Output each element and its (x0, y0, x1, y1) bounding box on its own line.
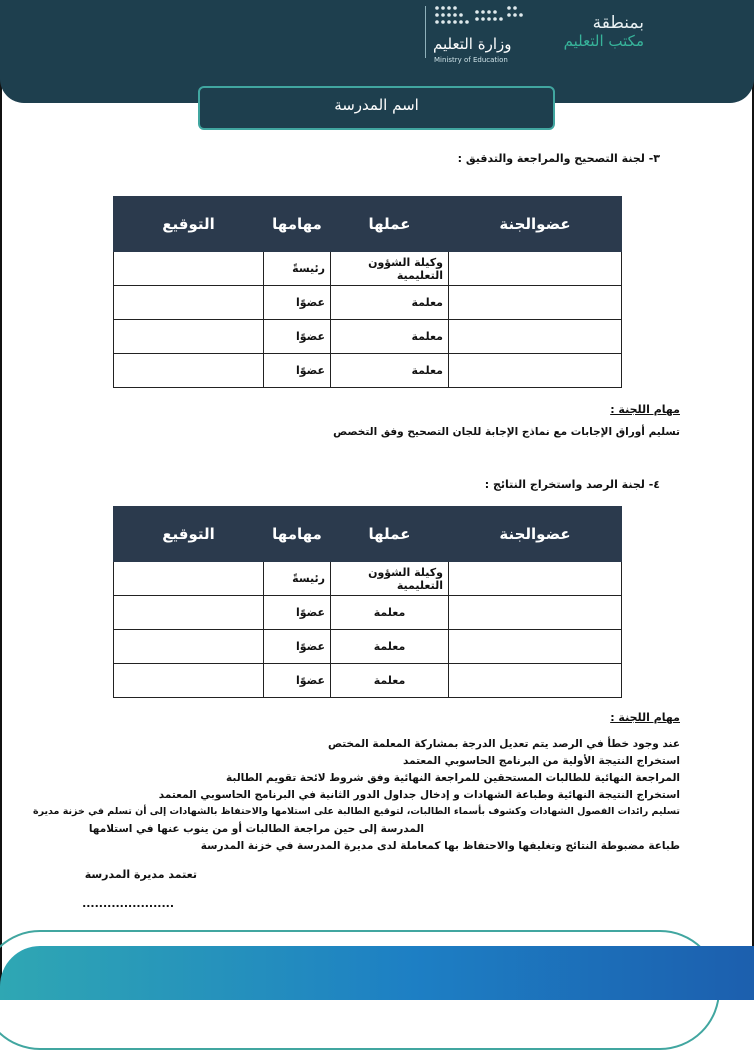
logo-separator (425, 6, 426, 58)
section-3-tasks-title: مهام اللجنة : (610, 403, 680, 416)
role-cell: رئيسةً (264, 562, 331, 596)
school-name-box (198, 86, 555, 130)
section-4-task-line: استخراج النتيجة النهائية وطباعة الشهادات و إدخال جداول الدور الثانية في البرنامج الحاسوبي المعتمد (158, 789, 680, 801)
education-office-label (564, 14, 644, 50)
role-cell: عضوًا (264, 354, 331, 388)
role-cell: عضوًا (264, 320, 331, 354)
ministry-name-arabic: وزارة التعليم (433, 35, 512, 53)
member-cell (449, 596, 622, 630)
table-row (114, 630, 622, 664)
job-cell: وكيلة الشؤون التعليمية (331, 562, 449, 596)
section-4-task-line: استخراج النتيجة الأولية من البرنامج الحاسوبي المعتمد (403, 755, 680, 767)
table-row (114, 596, 622, 630)
section-3-task-line: تسليم أوراق الإجابات مع نماذج الإجابة للجان التصحيح وفق التخصص (333, 426, 680, 438)
job-cell: وكيلة الشؤون التعليمية (331, 252, 449, 286)
table-header-row (114, 507, 622, 562)
region-label: بمنطقة (592, 13, 644, 33)
role-cell: عضوًا (264, 286, 331, 320)
job-cell: معلمة (331, 630, 449, 664)
role-cell: عضوًا (264, 664, 331, 698)
section-4-task-line: عند وجود خطأ في الرصد يتم تعديل الدرجة بمشاركة المعلمة المختص (327, 738, 680, 750)
school-name: اسم المدرسة (334, 96, 419, 114)
signature-cell (114, 354, 264, 388)
member-cell (449, 630, 622, 664)
member-cell (449, 562, 622, 596)
ministry-dots-logo-icon (433, 2, 533, 32)
job-cell: معلمة (331, 596, 449, 630)
job-cell: معلمة (331, 354, 449, 388)
table-row (114, 320, 622, 354)
signature-cell (114, 596, 264, 630)
signature-line: ...................... (82, 897, 174, 910)
member-cell (449, 286, 622, 320)
signature-cell (114, 630, 264, 664)
role-cell: عضوًا (264, 630, 331, 664)
signature-cell (114, 286, 264, 320)
section-4-task-line: المدرسة إلى حين مراجعة الطالبات أو من ينوب عنها في استلامها (88, 823, 424, 835)
role-cell: عضوًا (264, 596, 331, 630)
section-4-tasks-title: مهام اللجنة : (610, 711, 680, 724)
table-row (114, 664, 622, 698)
role-cell: رئيسةً (264, 252, 331, 286)
column-header-job: عملها (331, 197, 449, 252)
job-cell: معلمة (331, 664, 449, 698)
column-header-signature: التوقيع (114, 507, 264, 562)
ministry-logo (433, 2, 533, 68)
member-cell (449, 252, 622, 286)
footer-band (0, 946, 754, 1000)
column-header-role: مهامها (264, 197, 331, 252)
table-row (114, 286, 622, 320)
ministry-name-english: Ministry of Education (434, 56, 508, 64)
section-4-heading: ٤- لجنة الرصد واستخراج النتائج : (484, 478, 660, 491)
column-header-job: عملها (331, 507, 449, 562)
table-row (114, 562, 622, 596)
job-cell: معلمة (331, 286, 449, 320)
signature-cell (114, 664, 264, 698)
column-header-member: عضوالجنة (449, 197, 622, 252)
table-row (114, 354, 622, 388)
column-header-member: عضوالجنة (449, 507, 622, 562)
table-row (114, 252, 622, 286)
member-cell (449, 354, 622, 388)
table-header-row (114, 197, 622, 252)
signature-cell (114, 252, 264, 286)
section-4-task-line: تسليم رائدات الفصول الشهادات وكشوف بأسماء الطالبات، لتوقيع الطالبة على استلامها والاحتفاظ بالشهادات إلى أن تسلم في خزنة مديرة (32, 806, 680, 817)
member-cell (449, 664, 622, 698)
office-label: مكتب التعليم (563, 32, 644, 50)
section-4-task-line: المراجعة النهائية للطالبات المستحقين للمراجعة النهائية وفق شروط لائحة تقويم الطالبة (226, 772, 680, 784)
principal-approval-label: تعتمد مديرة المدرسة (84, 868, 197, 881)
signature-cell (114, 562, 264, 596)
column-header-signature: التوقيع (114, 197, 264, 252)
job-cell: معلمة (331, 320, 449, 354)
correction-committee-table (113, 196, 622, 388)
column-header-role: مهامها (264, 507, 331, 562)
section-3-heading: ٣- لجنة التصحيح والمراجعة والتدقيق : (457, 152, 660, 165)
member-cell (449, 320, 622, 354)
section-4-task-line: طباعة مضبوطة النتائج وتغليفها والاحتفاظ بها كمعاملة لدى مديرة المدرسة في خزنة المدرسة (200, 840, 680, 852)
results-committee-table (113, 506, 622, 698)
signature-cell (114, 320, 264, 354)
